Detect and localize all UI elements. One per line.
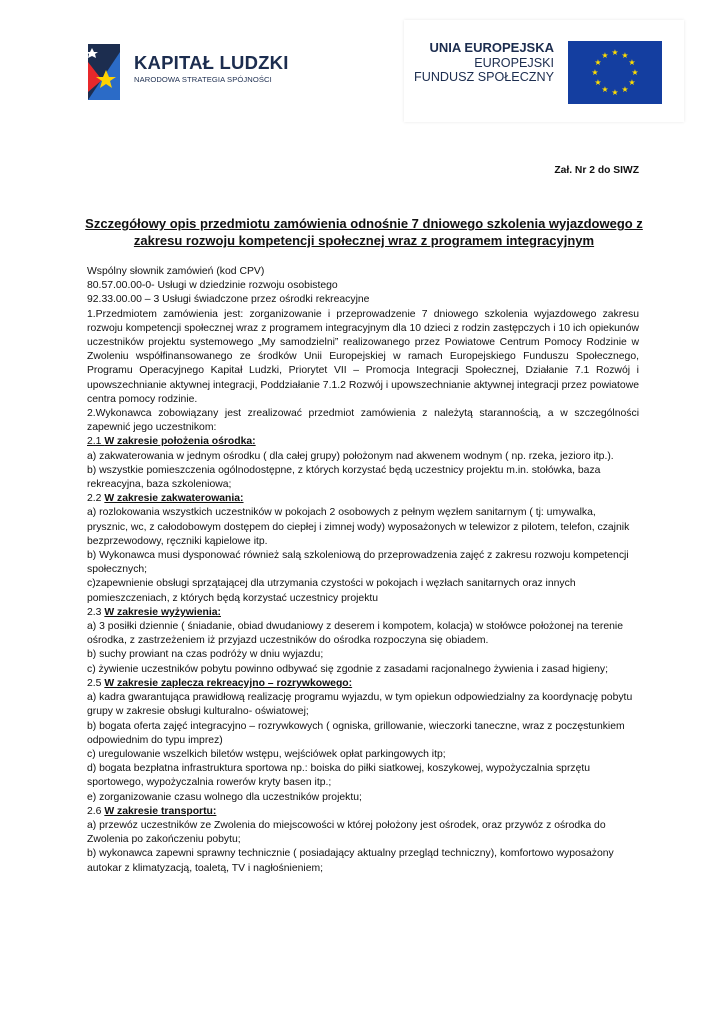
eu-efs-logo [404, 20, 684, 122]
document-title [84, 215, 644, 249]
section-2-2-item-a: a) rozlokowania wszystkich uczestników w pokojach 2 osobowych z pełnym węzłem sanitarnym ( tj: umywalka, prysznic, wc, z całodobowym dostępem do ciepłej i zimnej wody) wyposażonych w telewizor z pilotem, telefon, czajnik bezprzewodowy, ręczniki kąpielowe itp. [87, 507, 630, 547]
section-2-2-item-c: c)zapewnienie obsługi sprzątającej dla utrzymania czystości w pokojach i węzłach sanitarnych oraz innych pomieszczeniach, z których będą korzystać uczestnicy projektu [87, 578, 576, 604]
section-2-6-item-b: b) wykonawca zapewni sprawny technicznie ( posiadający aktualny przegląd techniczny), komfortowo wyposażony autokar z klimatyzacją, toaletą, TV i nagłośnieniem; [87, 848, 614, 874]
document-body [87, 265, 639, 876]
section-2-2-heading [87, 492, 639, 506]
eu-line-1: UNIA EUROPEJSKA [429, 40, 554, 55]
svg-text:★: ★ [621, 85, 629, 94]
attachment-label: Zał. Nr 2 do SIWZ [554, 165, 639, 176]
section-title: W zakresie położenia ośrodka: [104, 436, 256, 448]
kapital-ludzki-mark-icon [84, 40, 126, 102]
section-title: W zakresie wyżywienia: [104, 606, 221, 618]
cpv-code-2: 92.33.00.00 – 3 Usługi świadczone przez ośrodki rekreacyjne [87, 294, 370, 306]
section-title: W zakresie transportu: [104, 805, 217, 817]
eu-line-3: FUNDUSZ SPOŁECZNY [414, 70, 554, 84]
svg-text:★: ★ [628, 78, 636, 87]
section-number: 2.2 [87, 493, 105, 505]
svg-text:★: ★ [611, 88, 619, 97]
svg-text:★: ★ [611, 48, 619, 57]
cpv-code-1: 80.57.00.00-0- Usługi w dziedzinie rozwoju osobistego [87, 280, 338, 292]
section-2-5-item-a: a) kadra gwarantująca prawidłową realizację programu wyjazdu, w tym opiekun odpowiedzialny za koordynację pobytu grupy w zakresie obsługi kulturalno- oświatowej; [87, 692, 633, 718]
cpv-label: Wspólny słownik zamówień (kod CPV) [87, 266, 265, 277]
svg-text:★: ★ [601, 51, 609, 60]
section-number: 2.3 [87, 606, 105, 618]
section-number: 2.1 [87, 436, 105, 448]
point-2: 2.Wykonawca zobowiązany jest zrealizować przedmiot zamówienia z należytą starannością, a w szczególności zapewnić jego uczestnikom: [87, 408, 639, 434]
section-number: 2.5 [87, 677, 105, 689]
svg-text:★: ★ [594, 78, 602, 87]
section-title: W zakresie zakwaterowania: [104, 493, 244, 505]
section-2-3-item-c: c) żywienie uczestników pobytu powinno odbywać się zgodnie z zasadami racjonalnego żywienia i zasad higieny; [87, 663, 608, 675]
svg-text:★: ★ [601, 85, 609, 94]
section-2-1-item-a: a) zakwaterowania w jednym ośrodku ( dla całej grupy) położonym nad akwenem wodnym ( np. rzeka, jezioro itp.). [87, 450, 614, 462]
section-2-3-item-b: b) suchy prowiant na czas podróży w dniu wyjazdu; [87, 649, 324, 661]
section-2-2-item-b: b) Wykonawca musi dysponować również salą szkoleniową do przeprowadzenia zajęć z zakresu rozwoju kompetencji społecznych; [87, 550, 629, 576]
section-2-5-item-c: c) uregulowanie wszelkich biletów wstępu, wejściówek opłat parkingowych itp; [87, 748, 446, 760]
svg-text:★: ★ [594, 58, 602, 67]
section-title: W zakresie zaplecza rekreacyjno – rozrywkowego: [104, 677, 353, 689]
section-2-3-item-a: a) 3 posiłki dziennie ( śniadanie, obiad dwudaniowy z deserem i kompotem, kolacja) w stołówce położonej na terenie ośrodka, z zastrzeżeniem iż przyjazd uczestników do ośrodka rozpoczyna się obiadem. [87, 621, 623, 647]
logo-subtitle: NARODOWA STRATEGIA SPÓJNOŚCI [134, 75, 272, 84]
kapital-ludzki-logo [84, 38, 294, 108]
svg-text:★: ★ [621, 51, 629, 60]
point-1: 1.Przedmiotem zamówienia jest: zorganizowanie i przeprowadzenie 7 dniowego szkolenia wyjazdowego zakresu rozwoju kompetencji społecznej wraz z programem integracyjnym dla 10 dzieci z rodzin zastępczych i 10 ich opiekunów uczestników projektu systemowego „My samodzielni” realizowanego przez Powiatowe Centrum Pomocy Rodzinie w Zwoleniu współfinansowanego ze środków Unii Europejskiej w ramach Europejskiego Funduszu Społecznego, Programu Operacyjnego Kapitał Ludzki, Priorytet VII – Promocja Integracji Społecznej, Działanie 7.1 Rozwój i upowszechnianie aktywnej integracji, Poddziałanie 7.1.2 Rozwój i upowszechnianie aktywnej integracji przez powiatowe centra pomocy rodzinie. [87, 308, 639, 405]
section-2-5-item-d: d) bogata bezpłatna infrastruktura sportowa np.: boiska do piłki siatkowej, koszykowej, wypożyczalnia sprzętu sportowego, wypożyczalnia rowerów kryty basen itp.; [87, 763, 591, 789]
section-2-6-heading [87, 805, 639, 819]
logo-title: KAPITAŁ LUDZKI [134, 52, 289, 73]
section-2-5-heading [87, 677, 639, 691]
section-number: 2.6 [87, 805, 105, 817]
eu-logo-text [414, 41, 554, 85]
section-2-3-heading [87, 606, 639, 620]
section-2-5-item-e: e) zorganizowanie czasu wolnego dla uczestników projektu; [87, 791, 362, 803]
title-line-2: zakresu rozwoju kompetencji społecznej wraz z programem integracyjnym [133, 233, 595, 248]
title-line-1: Szczegółowy opis przedmiotu zamówienia odnośnie 7 dniowego szkolenia wyjazdowego z [85, 216, 643, 231]
svg-text:★: ★ [631, 68, 639, 77]
section-2-1-item-b: b) wszystkie pomieszczenia ogólnodostępne, z których korzystać będą uczestnicy projektu m.in. stołówka, baza rekreacyjna, baza szkoleniowa; [87, 464, 601, 491]
eu-flag-icon [568, 41, 662, 104]
svg-text:★: ★ [628, 58, 636, 67]
section-2-6-item-a: a) przewóz uczestników ze Zwolenia do miejscowości w której położony jest ośrodek, oraz przywóz z ośrodka do Zwolenia po zakończeniu pobytu; [87, 819, 606, 846]
svg-text:★: ★ [591, 68, 599, 77]
eu-line-2: EUROPEJSKI [474, 55, 554, 70]
section-2-5-item-b: b) bogata oferta zajęć integracyjno – rozrywkowych ( ogniska, grillowanie, wieczorki taneczne, wraz z poczęstunkiem odpowiednim do typu imprez) [87, 720, 625, 746]
section-2-1-heading [87, 435, 639, 449]
